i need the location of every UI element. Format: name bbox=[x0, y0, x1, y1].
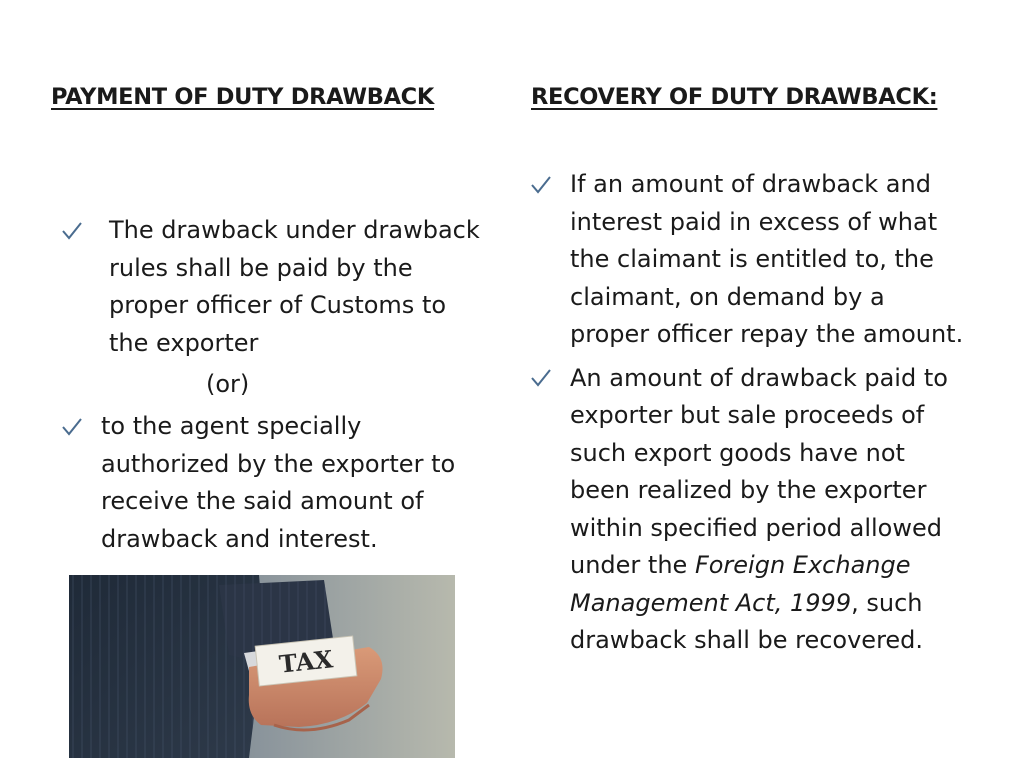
act-name: Foreign Exchange Management Act, 1999 bbox=[570, 551, 911, 617]
right-bullet-text-2b: , such drawback shall be recovered. bbox=[570, 588, 924, 654]
left-bullet-item-1 bbox=[61, 212, 481, 404]
left-bullet-item-2 bbox=[61, 408, 481, 558]
left-bullet-text-2: to the agent specially authorized by the exporter to receive the said amount of drawback and interest. bbox=[101, 412, 456, 553]
checkmark-icon bbox=[530, 166, 556, 204]
right-bullet-item-1 bbox=[530, 166, 970, 354]
left-bullet-list bbox=[61, 212, 481, 558]
checkmark-icon bbox=[530, 360, 556, 398]
tax-photo-illustration bbox=[69, 575, 455, 758]
checkmark-icon bbox=[61, 408, 87, 446]
checkmark-icon bbox=[61, 212, 87, 250]
right-bullet-text-1: If an amount of drawback and interest paid in excess of what the claimant is entitled to, the claimant, on demand by a proper officer repay the amount. bbox=[570, 170, 964, 348]
left-heading: PAYMENT OF DUTY DRAWBACK bbox=[51, 84, 435, 110]
right-bullet-item-2 bbox=[530, 360, 970, 660]
right-heading: RECOVERY OF DUTY DRAWBACK: bbox=[531, 84, 938, 110]
tax-card-text: TAX bbox=[277, 644, 335, 679]
or-separator: (or) bbox=[206, 370, 250, 398]
left-bullet-text-1: The drawback under drawback rules shall be paid by the proper officer of Customs to the exporter bbox=[109, 216, 480, 357]
right-bullet-text-2a: An amount of drawback paid to exporter but sale proceeds of such export goods have not been realized by the exporter within specified period allowed under the bbox=[570, 363, 948, 579]
right-bullet-list bbox=[530, 166, 970, 660]
tax-photo bbox=[69, 575, 455, 758]
